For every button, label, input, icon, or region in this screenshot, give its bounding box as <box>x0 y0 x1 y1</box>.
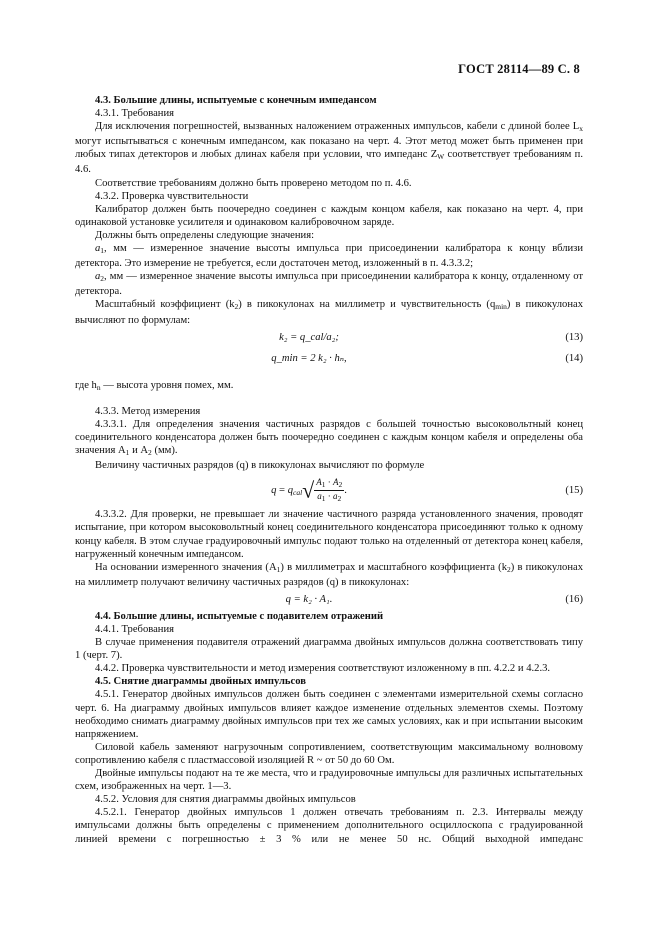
paragraph: где $h_n$ — высота уровня помех, мм. <box>75 380 234 393</box>
paragraph: Соответствие требованиям должно быть проверено методом по п. 4.6. <box>95 177 412 189</box>
section-4-3-2-title: 4.3.2. Проверка чувствительности <box>95 190 249 202</box>
paragraph: 4.4.2. Проверка чувствительности и метод измерения соответствуют изложенному в пп. 4.2.2 и 4.2.3. <box>95 663 551 675</box>
paragraph: Для исключения погрешностей, вызванных наложением отраженных импульсов, кабели с длиной более $L_x$ могут испытываться с конечным импедансом, как показано на черт. 4. Этот метод может быть применен при любых типах детекторов и любых длинах кабеля при условии, что импеданс $Z_W$ соответствует требованиям п. 4.6. <box>75 121 583 176</box>
paragraph: Силовой кабель заменяют нагрузочным сопротивлением, соответствующим максимальному волновому сопротивлению кабеля с пластмассовой изоляцией R ~ от 50 до 60 Ом. <box>75 741 583 766</box>
section-4-4-1-title: 4.4.1. Требования <box>95 624 175 635</box>
paragraph: В случае применения подавителя отражений диаграмма двойных импульсов должна соответствовать типу 1 (черт. 7). <box>75 637 583 662</box>
paragraph: Масштабный коэффициент $(k_2)$ в пикокулонах на миллиметр и чувствительность $(q_{min})$ в пикокулонах вычисляют по формулам: <box>75 299 583 326</box>
paragraph: 4.3.3.2. Для проверки, не превышает ли значение частичного разряда установленного значения, проводят испытание, при котором высоковольтный конец соединительного конденсатора присоединяют только к одному концу кабеля. В этом случае градуировочный импульс подают только на отделенный от детектора конец кабеля, нагруженный конечным импедансом. <box>75 509 583 560</box>
paragraph: Должны быть определены следующие значения: <box>95 229 315 241</box>
paragraph: 4.5.2.1. Генератор двойных импульсов 1 должен отвечать требованиям п. 2.3. Интервалы между импульсами должны быть определены с применением дополнительного осциллоскопа с градуированной линией времени с погрешностью ± 3 % или не менее 50 нс. Общий выходной импеданс <box>75 807 583 845</box>
document-code: ГОСТ 28114—89 С. 8 <box>458 62 580 76</box>
paragraph: 4.5.1. Генератор двойных импульсов должен быть соединен с элементами измерительной схемы согласно черт. 6. На диаграмму двойных импульсов влияет каждое изменение отдельных элементов схемы. Поэтому необходимо снимать диаграмму двойных импульсов при тех же самых условиях, как и при испытании высоким напряжением. <box>75 689 583 740</box>
paragraph: На основании измеренного значения $(A_1)$ в миллиметрах и масштабного коэффициента $(k_2)$ в пикокулонах на миллиметр получают величину частичных разрядов (q) в пикокулонах: <box>75 561 584 588</box>
paragraph: Величину частичных разрядов (q) в пикокулонах вычисляют по формуле <box>95 460 425 472</box>
page-body <box>75 94 583 846</box>
paragraph: $a_2$, мм — измеренное значение высоты импульса при присоединении калибратора к концу, отдаленному от детектора. <box>75 271 583 298</box>
paragraph: 4.3.3.1. Для определения значения частичных разрядов с большей точностью высоковольтный конец соединительного конденсатора должен быть поочередно соединен с каждым концом кабеля и определены оба значения $A_1$ и $A_2$ (мм). <box>75 418 583 458</box>
section-4-3-title: 4.3. Большие длины, испытуемые с конечным импедансом <box>95 95 377 106</box>
section-4-5-title: 4.5. Снятие диаграммы двойных импульсов <box>95 676 306 688</box>
equation-14: q_min = 2 k₂ · hₙ, (14) <box>271 352 583 364</box>
equation-13: k₂ = q_cal/a₂; (13) <box>279 331 583 343</box>
section-4-3-3-title: 4.3.3. Метод измерения <box>95 405 201 417</box>
paragraph: Калибратор должен быть поочередно соединен с каждым концом кабеля, как показано на черт. 4, при одинаковой установке усилителя и одинаковом калибровочном заряде. <box>75 203 583 228</box>
paragraph: Двойные импульсы подают на те же места, что и градуировочные импульсы для различных испытательных схем, изображенных на черт. 1—3. <box>75 768 583 793</box>
equation-15: $q = q_{cal}√$ $\frac{A_1 \cdot A_2}{a_1 \cdot a_2}$ . (15) <box>271 476 583 503</box>
equation-16: q = k₂ · A₁. (16) <box>285 593 583 605</box>
section-4-5-2-title: 4.5.2. Условия для снятия диаграммы двойных импульсов <box>95 794 356 806</box>
paragraph: $a_1$, мм — измеренное значение высоты импульса при присоединении калибратора к концу вблизи детектора. Это измерение не требуется, если достаточен метод, изложенный в п. 4.3.3.2; <box>75 243 583 270</box>
section-4-3-1-title: 4.3.1. Требования <box>95 108 175 120</box>
section-4-4-title: 4.4. Большие длины, испытуемые с подавителем отражений <box>95 610 384 622</box>
